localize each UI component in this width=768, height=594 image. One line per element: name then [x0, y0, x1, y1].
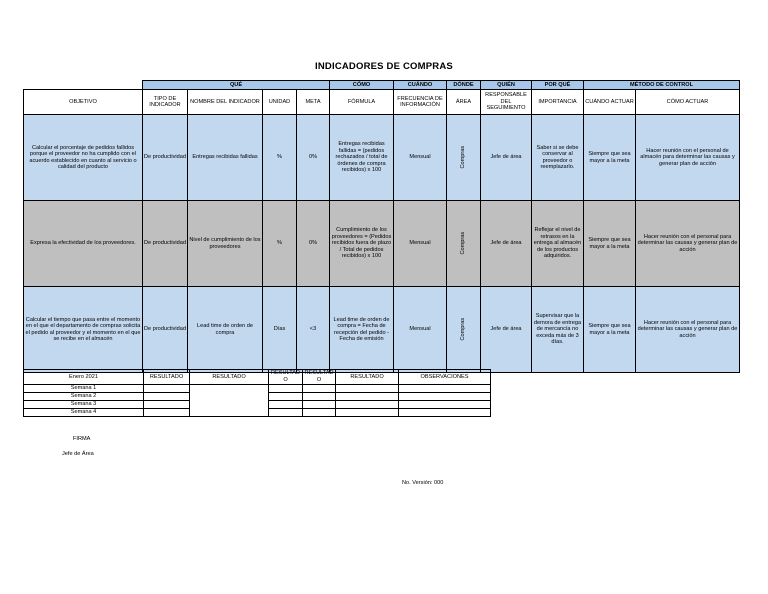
- cell-importancia: Saber si se debe conservar al proveedor o reemplazarlo.: [532, 115, 584, 201]
- results-week: Semana 2: [24, 393, 144, 401]
- cell-frecuencia: Mensual: [394, 287, 447, 373]
- cell-cuando-actuar: Siempre que sea mayor a la meta: [584, 115, 636, 201]
- cell-unidad: Días: [263, 287, 297, 373]
- results-cell[interactable]: [144, 393, 190, 401]
- results-cell[interactable]: [336, 393, 399, 401]
- cell-formula: Lead time de orden de compra = Fecha de recepción del pedido - Fecha de emisión: [330, 287, 394, 373]
- results-cell[interactable]: [269, 385, 303, 393]
- table-row: [24, 287, 740, 373]
- results-cell[interactable]: [144, 385, 190, 393]
- col-header-importancia: IMPORTANCIA: [532, 90, 584, 115]
- results-header: RESULTADO: [190, 370, 269, 385]
- results-week: Semana 3: [24, 401, 144, 409]
- results-cell[interactable]: [336, 409, 399, 417]
- cell-unidad: %: [263, 201, 297, 287]
- cell-nombre: Entregas recibidas fallidas: [188, 115, 263, 201]
- results-cell[interactable]: [399, 393, 491, 401]
- cell-nombre: Lead time de orden de compra: [188, 287, 263, 373]
- cell-objetivo: Expresa la efectividad de los proveedores.: [24, 201, 143, 287]
- header-blank-cell: [24, 81, 143, 90]
- results-cell[interactable]: [303, 401, 336, 409]
- col-header-area: ÁREA: [447, 90, 481, 115]
- cell-tipo: De productividad: [143, 201, 188, 287]
- results-table: [23, 369, 491, 417]
- jefe-area-label: Jefe de Área: [62, 451, 94, 457]
- results-week: Semana 1: [24, 385, 144, 393]
- cell-area: [447, 115, 481, 201]
- cell-area: [447, 287, 481, 373]
- results-cell[interactable]: [144, 401, 190, 409]
- col-header-responsable: RESPONSABLE DEL SEGUIMIENTO: [481, 90, 532, 115]
- results-row: [24, 385, 491, 393]
- cell-importancia: Supervisar que la demora de entrega de mercancía no exceda más de 3 días.: [532, 287, 584, 373]
- cell-cuando-actuar: Siempre que sea mayor a la meta: [584, 201, 636, 287]
- col-header-unidad: UNIDAD: [263, 90, 297, 115]
- cell-formula: Cumplimiento de los proveedores = (Pedidos recibidos fuera de plazo / Total de pedidos recibidos) x 100: [330, 201, 394, 287]
- results-period: Enero 2021: [24, 370, 144, 385]
- cell-objetivo: Calcular el porcentaje de pedidos fallidos porque el proveedor no ha cumplido con el acuerdo establecido en cuanto al servicio o calidad del producto: [24, 115, 143, 201]
- cell-unidad: %: [263, 115, 297, 201]
- group-header-que: QUÉ: [143, 81, 330, 90]
- col-header-formula: FÓRMULA: [330, 90, 394, 115]
- results-cell[interactable]: [144, 409, 190, 417]
- results-cell[interactable]: [269, 409, 303, 417]
- cell-importancia: Reflejar el nivel de retrasos en la entrega al almacén de los productos adquiridos.: [532, 201, 584, 287]
- cell-responsable: Jefe de área: [481, 115, 532, 201]
- col-header-objetivo: OBJETIVO: [24, 90, 143, 115]
- results-cell[interactable]: [269, 393, 303, 401]
- cell-meta: <3: [297, 287, 330, 373]
- results-merged-cell[interactable]: [190, 385, 269, 417]
- cell-objetivo: Calcular el tiempo que pasa entre el momento en el que el departamento de compras solicita el pedido al proveedor y el momento en el que se recibe en el almacén: [24, 287, 143, 373]
- cell-tipo: De productividad: [143, 115, 188, 201]
- col-header-cuando-actuar: CUÁNDO ACTUAR: [584, 90, 636, 115]
- group-header-por-que: POR QUÉ: [532, 81, 584, 90]
- results-header: RESULTADO: [144, 370, 190, 385]
- results-cell[interactable]: [336, 385, 399, 393]
- cell-tipo: De productividad: [143, 287, 188, 373]
- cell-frecuencia: Mensual: [394, 201, 447, 287]
- table-row: [24, 201, 740, 287]
- results-header: RESULTADO: [336, 370, 399, 385]
- results-header: RESULTADO: [269, 370, 303, 385]
- results-header: RESULTADO: [304, 370, 334, 383]
- results-header-row: [24, 370, 491, 385]
- indicators-table: [23, 80, 740, 373]
- results-cell[interactable]: [269, 401, 303, 409]
- results-header-observaciones: OBSERVACIONES: [399, 370, 491, 385]
- group-header-como: CÓMO: [330, 81, 394, 90]
- results-cell[interactable]: [303, 385, 336, 393]
- results-week: Semana 4: [24, 409, 144, 417]
- firma-label: FIRMA: [73, 436, 91, 442]
- area-label: Compras: [460, 232, 467, 255]
- results-cell[interactable]: [303, 393, 336, 401]
- group-header-quien: QUIÉN: [481, 81, 532, 90]
- col-header-frecuencia: FRECUENCIA DE INFORMACIÓN: [394, 90, 447, 115]
- results-cell[interactable]: [399, 409, 491, 417]
- cell-como-actuar: Hacer reunión con el personal para determinar las causas y generar plan de acción: [636, 287, 740, 373]
- group-header-metodo: MÉTODO DE CONTROL: [584, 81, 740, 90]
- results-cell[interactable]: [399, 401, 491, 409]
- group-header-cuando: CUÁNDO: [394, 81, 447, 90]
- cell-como-actuar: Hacer reunión con el personal para determinar las causas y generar plan de acción: [636, 201, 740, 287]
- version-label: No. Versión: 000: [402, 480, 444, 486]
- results-cell[interactable]: [399, 385, 491, 393]
- area-label: Compras: [460, 318, 467, 341]
- cell-frecuencia: Mensual: [394, 115, 447, 201]
- table-row: [24, 115, 740, 201]
- col-header-nombre: NOMBRE DEL INDICADOR: [188, 90, 263, 115]
- col-header-meta: META: [297, 90, 330, 115]
- results-cell[interactable]: [303, 409, 336, 417]
- cell-cuando-actuar: Siempre que sea mayor a la meta: [584, 287, 636, 373]
- cell-formula: Entregas recibidas fallidas = (pedidos rechazados / total de órdenes de compra recibidos) x 100: [330, 115, 394, 201]
- col-header-como-actuar: CÓMO ACTUAR: [636, 90, 740, 115]
- results-cell[interactable]: [336, 401, 399, 409]
- cell-area: [447, 201, 481, 287]
- col-header-tipo: TIPO DE INDICADOR: [143, 90, 188, 115]
- area-label: Compras: [460, 146, 467, 169]
- cell-responsable: Jefe de área: [481, 201, 532, 287]
- group-header-donde: DÓNDE: [447, 81, 481, 90]
- cell-nombre: Nivel de cumplimiento de los proveedores: [188, 201, 263, 287]
- page-title: INDICADORES DE COMPRAS: [315, 61, 453, 72]
- cell-meta: 0%: [297, 201, 330, 287]
- cell-meta: 0%: [297, 115, 330, 201]
- cell-responsable: Jefe de área: [481, 287, 532, 373]
- cell-como-actuar: Hacer reunión con el personal de almacén para determinar las causas y generar plan de acción: [636, 115, 740, 201]
